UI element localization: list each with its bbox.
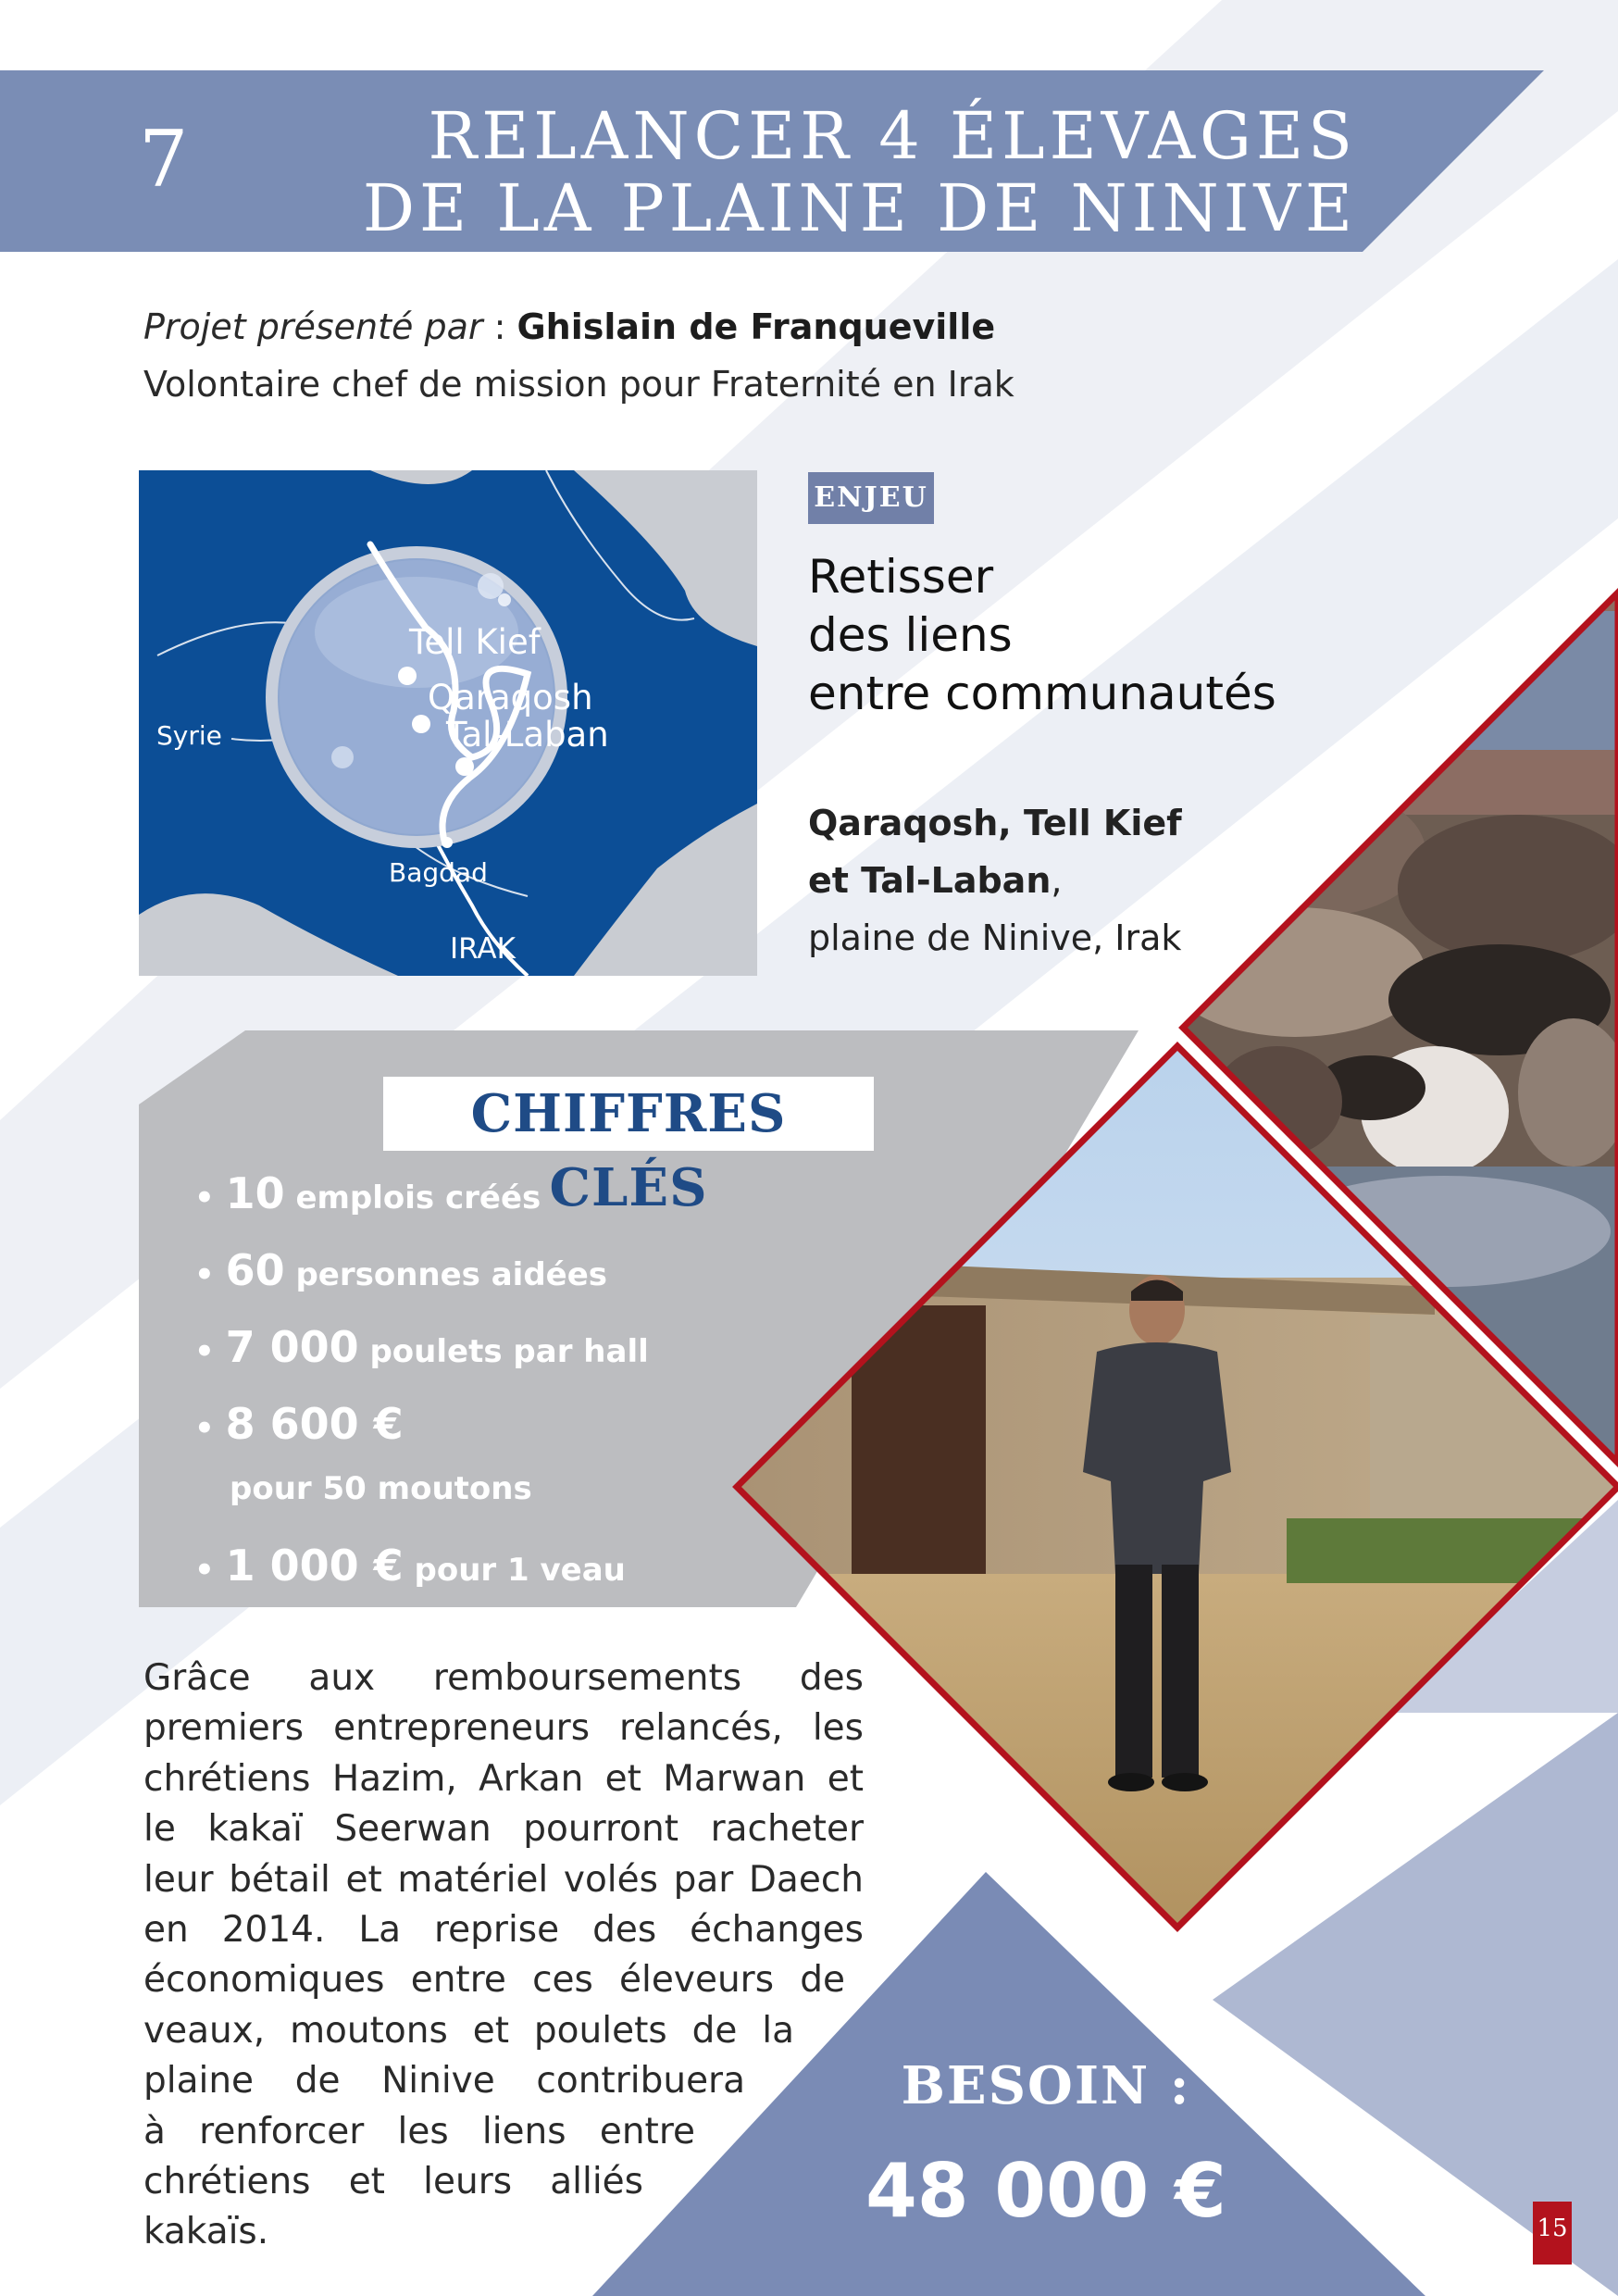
map-label-tal-laban: Tal-Laban — [446, 715, 609, 755]
body-line: chrétiens Hazim, Arkan et Marwan et — [143, 1757, 864, 1800]
key-figure-item: • 60 personnes aidées — [194, 1245, 608, 1295]
map-label-syrie: Syrie — [156, 720, 222, 751]
key-figure-number: 1 000 € — [225, 1541, 404, 1591]
presenter-separator: : — [482, 306, 517, 347]
body-line: leur bétail et matériel volés par Daech — [143, 1858, 864, 1901]
body-line: plaine de Ninive contribuera — [143, 2060, 745, 2103]
presenter-line — [143, 298, 1014, 356]
map-label-bagdad: Bagdad — [389, 857, 488, 888]
location-towns-2: et Tal-Laban — [808, 860, 1052, 901]
body-line: veaux, moutons et poulets de la — [143, 2009, 794, 2052]
presenter-name: Ghislain de Franqueville — [517, 306, 996, 347]
location-comma: , — [1051, 860, 1063, 901]
key-figure-text: poulets par hall — [369, 1333, 649, 1370]
body-line: le kakaï Seerwan pourront racheter — [143, 1808, 864, 1851]
body-line: en 2014. La reprise des échanges — [143, 1908, 864, 1951]
key-figures-title: CHIFFRES CLÉS — [470, 1083, 787, 1218]
key-figure-number: 7 000 — [225, 1322, 359, 1372]
key-figure-text: emplois créés — [295, 1179, 541, 1217]
presenter-role: Volontaire chef de mission pour Fraternité en Irak — [143, 364, 1014, 405]
body-line: économiques entre ces éleveurs de — [143, 1959, 845, 2002]
besoin-label: BESOIN : — [901, 2055, 1191, 2116]
key-figure-number: 8 600 € — [225, 1399, 404, 1449]
presenter-block — [143, 298, 1014, 413]
key-figure-text: pour 50 moutons — [230, 1470, 532, 1507]
location-region: plaine de Ninive, Irak — [808, 917, 1182, 958]
body-line: Grâce aux remboursements des — [143, 1657, 864, 1699]
body-line: à renforcer les liens entre — [143, 2110, 695, 2152]
key-figure-text: personnes aidées — [295, 1256, 608, 1293]
besoin-amount: 48 000 € — [865, 2148, 1226, 2234]
key-figure-item: • 10 emplois créés — [194, 1168, 541, 1218]
page-number: 15 — [1537, 2215, 1568, 2242]
body-paragraph — [143, 1653, 864, 2258]
enjeu-title-line-2: des liens — [808, 608, 1013, 662]
key-figure-number: 10 — [225, 1168, 285, 1218]
key-figure-item: • 7 000 poulets par hall — [194, 1322, 649, 1372]
page-title-line-1: RELANCER 4 ÉLEVAGES — [428, 98, 1357, 174]
project-number: 7 — [139, 114, 189, 205]
location-block — [808, 794, 1182, 967]
page-title — [292, 100, 1357, 244]
presenter-intro: Projet présenté par — [143, 306, 483, 347]
enjeu-title — [808, 548, 1276, 723]
body-line: premiers entrepreneurs relancés, les — [143, 1707, 864, 1750]
body-line: chrétiens et leurs alliés — [143, 2160, 643, 2202]
key-figure-item: • 8 600 € — [194, 1399, 404, 1449]
map-label-qaraqosh: Qaraqosh — [428, 678, 593, 718]
region-map — [139, 470, 757, 976]
key-figure-item: • 1 000 € pour 1 veau — [194, 1541, 626, 1591]
map-label-irak: IRAK — [450, 932, 516, 966]
key-figure-text: pour 1 veau — [414, 1552, 626, 1589]
enjeu-title-line-3: entre communautés — [808, 667, 1276, 720]
location-towns-1: Qaraqosh, Tell Kief — [808, 803, 1182, 843]
map-label-tell-kief: Tell Kief — [409, 622, 541, 662]
page-title-line-2: DE LA PLAINE DE NINIVE — [362, 170, 1357, 246]
enjeu-title-line-1: Retisser — [808, 550, 994, 604]
body-line: kakaïs. — [143, 2211, 269, 2253]
key-figure-number: 60 — [225, 1245, 285, 1295]
enjeu-tag: ENJEU — [808, 472, 934, 524]
